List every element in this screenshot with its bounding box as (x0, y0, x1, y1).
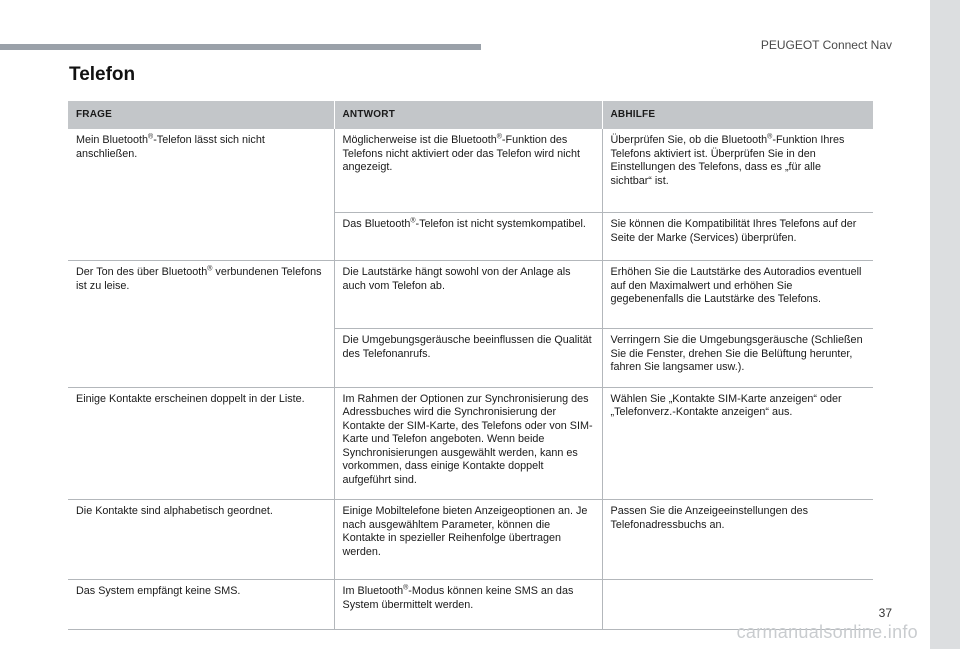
page-title: Telefon (69, 64, 136, 85)
brand-label: PEUGEOT Connect Nav (760, 38, 892, 52)
question-cell: Das System empfängt keine SMS. (68, 580, 334, 630)
remedy-cell: Verringern Sie die Umgebungsgeräusche (Schließen Sie die Fenster, drehen Sie die Belüftung herunter, fahren Sie langsamer usw.). (602, 329, 873, 388)
remedy-cell: Sie können die Kompatibilität Ihres Telefons auf der Seite der Marke (Services) überprüfen. (602, 213, 873, 261)
table-header-row (68, 101, 873, 129)
remedy-cell: Passen Sie die Anzeigeeinstellungen des Telefonadressbuchs an. (602, 500, 873, 580)
question-cell: Einige Kontakte erscheinen doppelt in der Liste. (68, 387, 334, 500)
remedy-cell: Wählen Sie „Kontakte SIM-Karte anzeigen“ oder „Telefonverz.-Kontakte anzeigen“ aus. (602, 387, 873, 500)
remedy-cell: Erhöhen Sie die Lautstärke des Autoradios eventuell auf den Maximalwert und erhöhen Sie gegebenenfalls die Lautstärke des Telefons. (602, 261, 873, 329)
answer-cell: Einige Mobiltelefone bieten Anzeigeoptionen an. Je nach ausgewähltem Parameter, können die Kontakte in spezieller Reihenfolge übertragen werden. (334, 500, 602, 580)
side-strip (930, 0, 960, 649)
table-row (68, 129, 873, 213)
question-cell: Die Kontakte sind alphabetisch geordnet. (68, 500, 334, 580)
faq-table (68, 101, 873, 630)
table-row (68, 387, 873, 500)
answer-cell: Die Lautstärke hängt sowohl von der Anlage als auch vom Telefon ab. (334, 261, 602, 329)
header-answer: ANTWORT (334, 101, 602, 129)
answer-cell: Möglicherweise ist die Bluetooth®-Funktion des Telefons nicht aktiviert oder das Telefon wird nicht angezeigt. (334, 129, 602, 213)
answer-cell: Im Rahmen der Optionen zur Synchronisierung des Adressbuches wird die Synchronisierung der Kontakte der SIM-Karte, des Telefons oder von SIM-Karte und Telefon angeboten. Wenn beide Synchronisierungen ausgewählt werden, kann es vorkommen, dass einige Kontakte doppelt aufgeführt sind. (334, 387, 602, 500)
table-row (68, 500, 873, 580)
answer-cell: Die Umgebungsgeräusche beeinflussen die Qualität des Telefonanrufs. (334, 329, 602, 388)
question-cell: Der Ton des über Bluetooth® verbundenen Telefons ist zu leise. (68, 261, 334, 388)
answer-cell: Das Bluetooth®-Telefon ist nicht systemkompatibel. (334, 213, 602, 261)
header-accent-bar (0, 44, 481, 50)
table-row (68, 261, 873, 329)
answer-cell: Im Bluetooth®-Modus können keine SMS an das System übermittelt werden. (334, 580, 602, 630)
watermark: carmanualsonline.info (736, 622, 918, 642)
remedy-cell: Überprüfen Sie, ob die Bluetooth®-Funktion Ihres Telefons aktiviert ist. Überprüfen Sie in den Einstellungen des Telefons, dass es „für alle sichtbar“ ist. (602, 129, 873, 213)
question-cell: Mein Bluetooth®-Telefon lässt sich nicht anschließen. (68, 129, 334, 261)
page-number: 37 (878, 606, 892, 620)
header-question: FRAGE (68, 101, 334, 129)
header-remedy: ABHILFE (602, 101, 873, 129)
